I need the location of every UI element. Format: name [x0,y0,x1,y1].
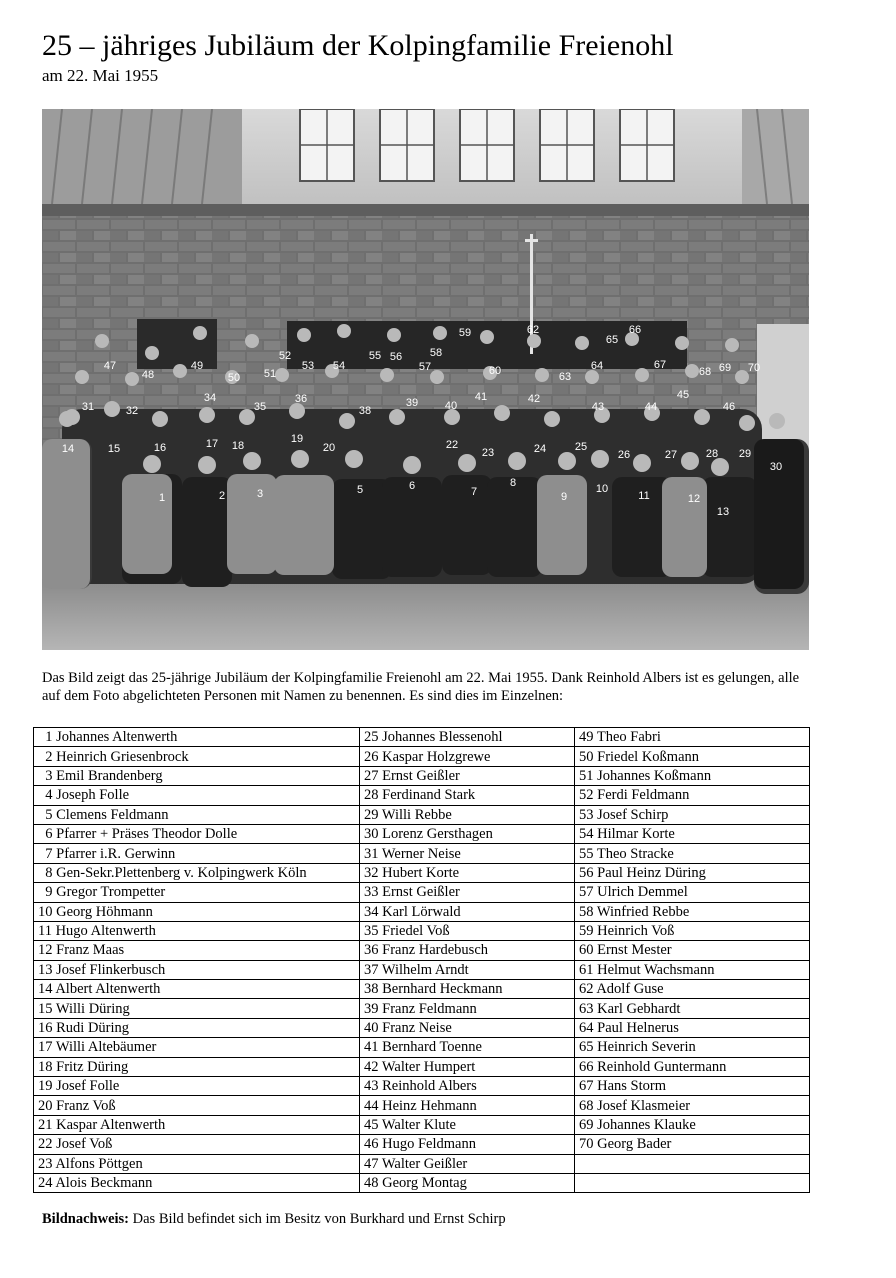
photo-label: 20 [322,442,336,454]
photo-label: 13 [716,506,730,518]
photo-label: 52 [278,350,292,362]
photo-label: 34 [203,392,217,404]
table-row [34,824,810,843]
photo-label: 26 [617,449,631,461]
name-cell: 64 Paul Helnerus [575,1018,810,1037]
name-cell: 33 Ernst Geißler [360,883,575,902]
image-credit [42,1210,506,1228]
photo-label: 60 [488,365,502,377]
photo-label: 57 [418,361,432,373]
name-cell: 50 Friedel Koßmann [575,747,810,766]
photo-label: 10 [595,483,609,495]
photo-label: 18 [231,440,245,452]
photo-label: 42 [527,393,541,405]
group-photo [42,109,809,650]
photo-label: 17 [205,438,219,450]
photo-label: 6 [408,480,416,492]
photo-label: 35 [253,401,267,413]
table-row [34,1077,810,1096]
name-cell: 41 Bernhard Toenne [360,1038,575,1057]
photo-label: 47 [103,360,117,372]
name-cell: 27 Ernst Geißler [360,766,575,785]
name-cell: 62 Adolf Guse [575,980,810,999]
photo-label: 27 [664,449,678,461]
name-cell: 48 Georg Montag [360,1173,575,1192]
table-row [34,902,810,921]
name-cell: 45 Walter Klute [360,1115,575,1134]
name-cell: 46 Hugo Feldmann [360,1135,575,1154]
photo-label: 46 [722,401,736,413]
photo-label: 55 [368,350,382,362]
photo-label: 54 [332,360,346,372]
name-cell: 55 Theo Stracke [575,844,810,863]
name-cell: 29 Willi Rebbe [360,805,575,824]
name-cell: 9 Gregor Trompetter [34,883,360,902]
name-cell: 17 Willi Altebäumer [34,1038,360,1057]
name-cell: 10 Georg Höhmann [34,902,360,921]
name-cell: 8 Gen-Sekr.Plettenberg v. Kolpingwerk Köln [34,863,360,882]
photo-label: 22 [445,439,459,451]
photo-label: 56 [389,351,403,363]
name-cell: 15 Willi Düring [34,999,360,1018]
name-cell: 28 Ferdinand Stark [360,786,575,805]
table-row [34,980,810,999]
table-row [34,960,810,979]
name-cell: 11 Hugo Altenwerth [34,921,360,940]
name-cell: 3 Emil Brandenberg [34,766,360,785]
photo-label: 51 [263,368,277,380]
table-row [34,747,810,766]
table-row [34,941,810,960]
name-cell: 60 Ernst Mester [575,941,810,960]
name-cell: 7 Pfarrer i.R. Gerwinn [34,844,360,863]
photo-label: 70 [747,362,761,374]
name-cell: 65 Heinrich Severin [575,1038,810,1057]
photo-label: 62 [526,324,540,336]
name-cell: 47 Walter Geißler [360,1154,575,1173]
table-row [34,863,810,882]
name-cell: 20 Franz Voß [34,1096,360,1115]
table-row [34,1115,810,1134]
name-cell: 25 Johannes Blessenohl [360,728,575,747]
name-cell: 35 Friedel Voß [360,921,575,940]
name-cell: 44 Heinz Hehmann [360,1096,575,1115]
name-cell: 52 Ferdi Feldmann [575,786,810,805]
photo-label: 50 [227,372,241,384]
table-row [34,1154,810,1173]
name-cell: 67 Hans Storm [575,1077,810,1096]
name-cell: 4 Joseph Folle [34,786,360,805]
photo-label: 66 [628,324,642,336]
name-cell: 34 Karl Lörwald [360,902,575,921]
photo-label: 32 [125,405,139,417]
photo-label: 40 [444,400,458,412]
photo-label: 5 [356,484,364,496]
table-row [34,1173,810,1192]
photo-label: 14 [61,443,75,455]
photo-label: 69 [718,362,732,374]
photo-description: Das Bild zeigt das 25-jährige Jubiläum der Kolpingfamilie Freienohl am 22. Mai 1955. Dank Reinhold Albers ist es gelungen, alle auf dem Foto abgelichteten Personen mit Namen zu benennen. Es sind dies im Einzelnen: [42,670,800,704]
name-cell: 32 Hubert Korte [360,863,575,882]
name-cell: 26 Kaspar Holzgrewe [360,747,575,766]
name-cell: 5 Clemens Feldmann [34,805,360,824]
name-cell: 66 Reinhold Guntermann [575,1057,810,1076]
table-row [34,1018,810,1037]
name-cell: 40 Franz Neise [360,1018,575,1037]
name-cell: 51 Johannes Koßmann [575,766,810,785]
photo-label: 41 [474,391,488,403]
table-row [34,766,810,785]
table-row [34,1038,810,1057]
name-cell: 54 Hilmar Korte [575,824,810,843]
page-title: 25 – jähriges Jubiläum der Kolpingfamilie Freienohl [42,29,674,62]
name-cell: 69 Johannes Klauke [575,1115,810,1134]
photo-label: 36 [294,393,308,405]
photo-label: 64 [590,360,604,372]
table-row [34,805,810,824]
photo-label: 28 [705,448,719,460]
photo-label: 29 [738,448,752,460]
photo-label: 58 [429,347,443,359]
name-cell: 42 Walter Humpert [360,1057,575,1076]
name-cell: 13 Josef Flinkerbusch [34,960,360,979]
photo-label: 30 [769,461,783,473]
table-row [34,786,810,805]
table-row [34,921,810,940]
table-row [34,1096,810,1115]
name-cell: 43 Reinhold Albers [360,1077,575,1096]
name-cell: 24 Alois Beckmann [34,1173,360,1192]
photo-label: 19 [290,433,304,445]
name-cell: 59 Heinrich Voß [575,921,810,940]
name-cell: 1 Johannes Altenwerth [34,728,360,747]
name-cell: 12 Franz Maas [34,941,360,960]
name-cell: 2 Heinrich Griesenbrock [34,747,360,766]
photo-label: 38 [358,405,372,417]
photo-label: 8 [509,477,517,489]
name-cell: 37 Wilhelm Arndt [360,960,575,979]
name-cell: 31 Werner Neise [360,844,575,863]
name-cell: 39 Franz Feldmann [360,999,575,1018]
photo-label: 53 [301,360,315,372]
name-cell: 19 Josef Folle [34,1077,360,1096]
photo-label: 43 [591,401,605,413]
photo-label: 12 [687,493,701,505]
table-row [34,844,810,863]
photo-label: 65 [605,334,619,346]
name-cell: 56 Paul Heinz Düring [575,863,810,882]
page-subtitle: am 22. Mai 1955 [42,66,159,85]
name-cell: 63 Karl Gebhardt [575,999,810,1018]
table-row [34,1135,810,1154]
name-cell [575,1154,810,1173]
name-cell: 53 Josef Schirp [575,805,810,824]
photo-label: 11 [638,490,650,502]
name-cell: 6 Pfarrer + Präses Theodor Dolle [34,824,360,843]
photo-label: 15 [107,443,121,455]
photo-label: 67 [653,359,667,371]
photo-label: 31 [81,401,95,413]
photo-label: 1 [158,492,166,504]
photo-label: 2 [218,490,226,502]
table-row [34,728,810,747]
name-cell: 21 Kaspar Altenwerth [34,1115,360,1134]
name-cell: 22 Josef Voß [34,1135,360,1154]
photo-label: 48 [141,369,155,381]
photo-label: 59 [458,327,472,339]
name-cell: 57 Ulrich Demmel [575,883,810,902]
name-cell: 38 Bernhard Heckmann [360,980,575,999]
table-row [34,999,810,1018]
photo-label: 24 [533,443,547,455]
name-cell: 16 Rudi Düring [34,1018,360,1037]
name-cell [575,1173,810,1192]
photo-label: 63 [558,371,572,383]
table-row [34,1057,810,1076]
credit-label: Bildnachweis: [42,1211,130,1227]
name-cell: 36 Franz Hardebusch [360,941,575,960]
photo-label: 16 [153,442,167,454]
name-cell: 30 Lorenz Gersthagen [360,824,575,843]
photo-label: 7 [470,486,478,498]
name-cell: 68 Josef Klasmeier [575,1096,810,1115]
photo-label: 3 [256,488,264,500]
table-row [34,883,810,902]
photo-label: 25 [574,441,588,453]
name-cell: 61 Helmut Wachsmann [575,960,810,979]
photo-label: 68 [698,366,712,378]
credit-text: Das Bild befindet sich im Besitz von Burkhard und Ernst Schirp [129,1211,506,1227]
name-cell: 70 Georg Bader [575,1135,810,1154]
photo-label: 44 [644,401,658,413]
name-cell: 23 Alfons Pöttgen [34,1154,360,1173]
name-cell: 18 Fritz Düring [34,1057,360,1076]
name-cell: 49 Theo Fabri [575,728,810,747]
photo-label: 23 [481,447,495,459]
photo-label: 9 [560,491,568,503]
names-table [33,727,810,1193]
name-cell: 58 Winfried Rebbe [575,902,810,921]
photo-label: 39 [405,397,419,409]
photo-label: 49 [190,360,204,372]
photo-label: 45 [676,389,690,401]
name-cell: 14 Albert Altenwerth [34,980,360,999]
